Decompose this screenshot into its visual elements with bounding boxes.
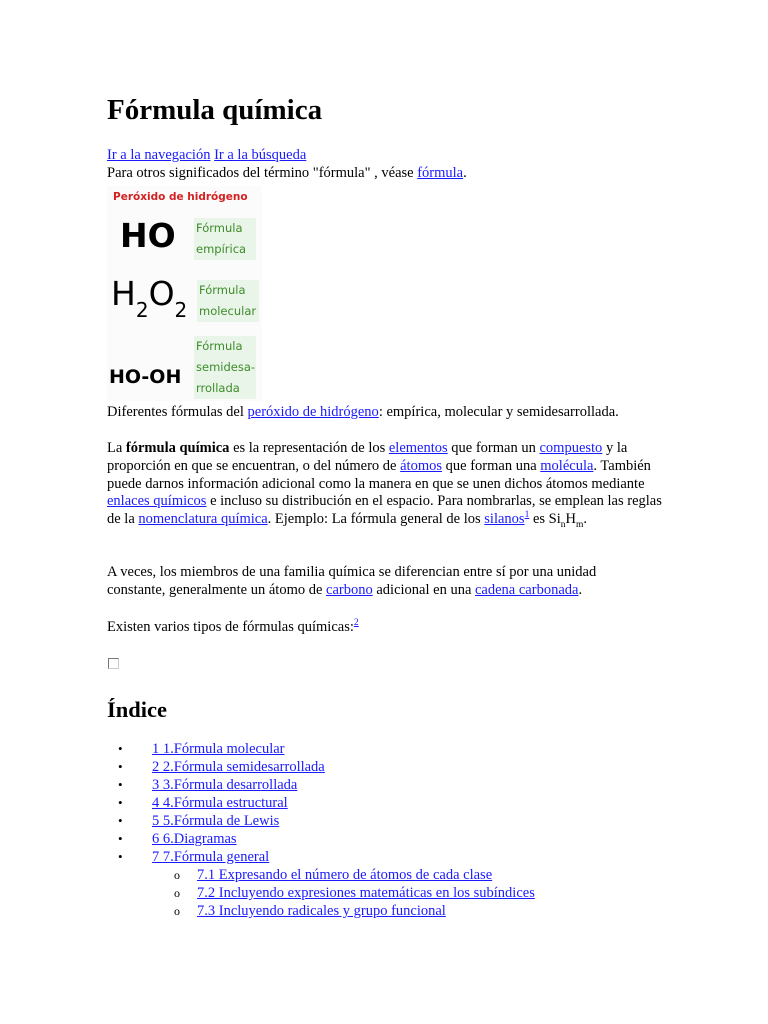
- silanos-link[interactable]: silanos: [484, 511, 525, 528]
- hydrogen-peroxide-link[interactable]: peróxido de hidrógeno: [247, 404, 379, 420]
- toc-link-7-3[interactable]: 7.3 Incluyendo radicales y grupo funcional: [197, 903, 446, 919]
- text-fragment: es la representación de los: [229, 440, 389, 456]
- reference-1-link[interactable]: 1: [524, 510, 530, 521]
- text-fragment: y la proporción en que se encuentran, o del número de: [107, 440, 628, 474]
- toc-heading: Índice: [107, 697, 168, 722]
- text-fragment: .: [583, 511, 587, 528]
- reference-2-link[interactable]: 2: [353, 618, 359, 629]
- circle-bullet-icon: o: [174, 904, 180, 918]
- bullet-icon: •: [118, 759, 123, 774]
- intro-paragraph: [107, 440, 667, 529]
- enlaces-quimicos-link[interactable]: enlaces químicos: [107, 493, 207, 510]
- bold-term: fórmula química: [125, 440, 230, 456]
- toc-link-3[interactable]: 3 3.Fórmula desarrollada: [152, 777, 298, 793]
- text-fragment: .: [578, 581, 583, 598]
- disambiguation-text: Para otros significados del término "fórmula" , véase: [107, 165, 418, 181]
- text-fragment: . Ejemplo: La fórmula general de los: [267, 511, 485, 528]
- text-fragment: H: [565, 511, 576, 528]
- navigation-link[interactable]: Ir a la navegación: [107, 147, 211, 163]
- molecular-formula: [111, 274, 188, 322]
- circle-bullet-icon: o: [174, 868, 180, 882]
- text-fragment: A veces, los miembros de una familia química se diferencian entre sí por una unidad constante, generalmente un átomo de: [107, 564, 597, 598]
- text-fragment: Existen varios tipos de fórmulas químicas:: [107, 619, 354, 635]
- bullet-icon: •: [118, 813, 123, 828]
- empirical-formula: HO: [120, 216, 176, 255]
- types-paragraph: [107, 618, 359, 636]
- text-fragment: es Si: [529, 511, 561, 528]
- figure-title: Peróxido de hidrógeno: [113, 191, 248, 203]
- toc-toggle-checkbox[interactable]: [108, 658, 119, 669]
- subscript-n: n: [560, 520, 566, 531]
- subscript-m: m: [575, 520, 584, 531]
- bullet-icon: •: [118, 795, 123, 810]
- family-paragraph: [107, 564, 637, 600]
- disambiguation-note: [107, 164, 467, 182]
- page-title: Fórmula química: [107, 94, 323, 126]
- toc-link-2[interactable]: 2 2.Fórmula semidesarrollada: [152, 759, 325, 775]
- bullet-icon: •: [118, 741, 123, 756]
- toc-link-7[interactable]: 7 7.Fórmula general: [152, 849, 270, 865]
- text-fragment: adicional en una: [372, 581, 475, 598]
- elementos-link[interactable]: elementos: [388, 440, 448, 456]
- molecular-h-subscript: 2: [135, 298, 149, 322]
- bullet-icon: •: [118, 831, 123, 846]
- figure-caption: [107, 403, 619, 421]
- carbono-link[interactable]: carbono: [326, 581, 373, 598]
- bullet-icon: •: [118, 777, 123, 792]
- toc-link-1[interactable]: 1 1.Fórmula molecular: [152, 741, 285, 757]
- bullet-icon: •: [118, 849, 123, 864]
- molecular-o: O: [148, 274, 175, 313]
- compuesto-link[interactable]: compuesto: [539, 440, 603, 456]
- atomos-link[interactable]: átomos: [400, 457, 443, 474]
- circle-bullet-icon: o: [174, 886, 180, 900]
- toc-link-4[interactable]: 4 4.Fórmula estructural: [152, 795, 288, 811]
- text-fragment: . También puede darnos información adicional como la manera en que se unen dichos átomos mediante: [107, 457, 651, 492]
- cadena-carbonada-link[interactable]: cadena carbonada: [475, 581, 579, 598]
- text-fragment: que forman un: [447, 440, 540, 456]
- semidesarrollada-formula: HO-OH: [109, 366, 182, 388]
- semidesarrollada-label: Fórmula semidesa-rrollada: [194, 336, 256, 399]
- caption-text: Diferentes fórmulas del: [107, 404, 248, 420]
- toc-link-6[interactable]: 6 6.Diagramas: [152, 831, 237, 847]
- text-fragment: e incluso su distribución en el espacio. Para nombrarlas, se emplean las reglas de la: [107, 493, 662, 528]
- toc-link-5[interactable]: 5 5.Fórmula de Lewis: [152, 813, 280, 829]
- empirical-label: Fórmula empírica: [194, 218, 256, 260]
- hydrogen-peroxide-figure: [107, 186, 262, 401]
- disambiguation-period: .: [463, 165, 467, 181]
- molecular-h: H: [111, 274, 136, 313]
- toc-link-7-2[interactable]: 7.2 Incluyendo expresiones matemáticas en los subíndices: [197, 885, 535, 901]
- molecular-o-subscript: 2: [174, 298, 188, 322]
- caption-text-end: : empírica, molecular y semidesarrollada.: [378, 404, 619, 420]
- skip-links: [107, 146, 306, 164]
- text-fragment: que forman una: [442, 457, 541, 474]
- search-link[interactable]: Ir a la búsqueda: [214, 147, 307, 163]
- molecular-label: Fórmula molecular: [197, 280, 259, 322]
- toc-link-7-1[interactable]: 7.1 Expresando el número de átomos de cada clase: [197, 867, 493, 883]
- molecula-link[interactable]: molécula: [540, 457, 594, 474]
- text-fragment: La: [107, 440, 126, 456]
- formula-disambig-link[interactable]: fórmula: [417, 165, 464, 181]
- nomenclatura-link[interactable]: nomenclatura química: [138, 511, 268, 528]
